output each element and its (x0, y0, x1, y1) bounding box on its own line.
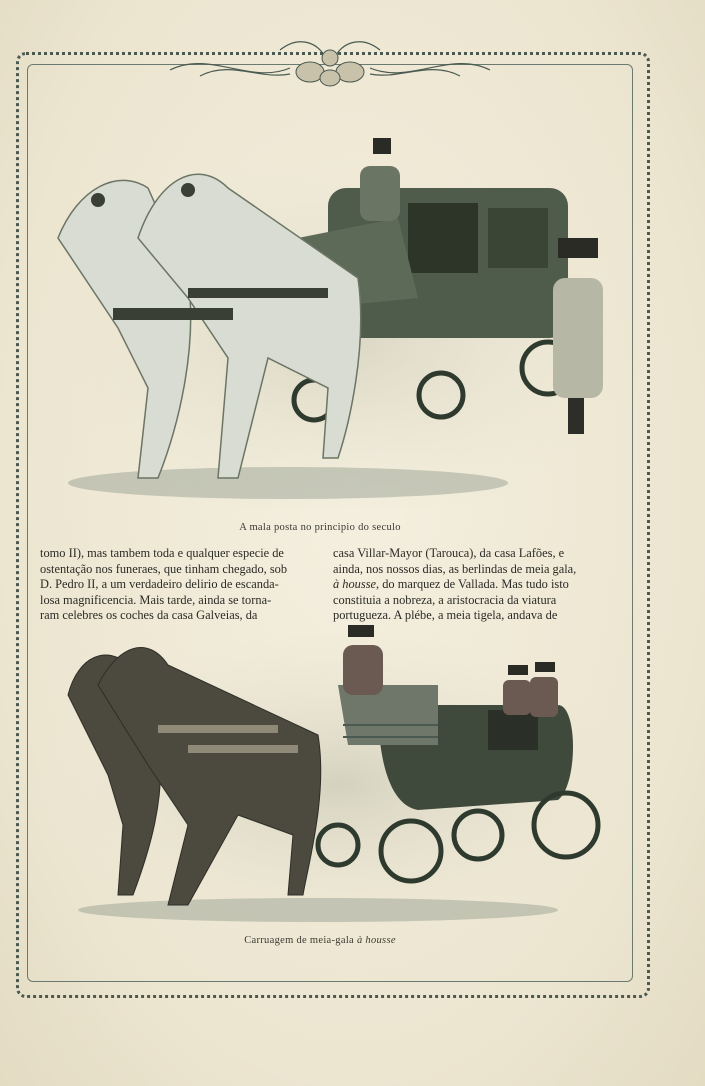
caption-italic: à housse (356, 935, 396, 946)
illustration-mail-coach (38, 128, 618, 508)
text-column-left (40, 546, 314, 624)
floral-ornament-icon (160, 30, 500, 94)
caption-text: Carruagem de meia-gala (244, 935, 354, 946)
text-line: ainda, nos nossos dias, as berlindas de meia gala, (333, 561, 577, 576)
text-line: portugueza. A plébe, a meia tigela, andava de (333, 608, 558, 623)
illustration-caption: A mala posta no principio do seculo (239, 522, 401, 533)
text-line: ram celebres os coches da casa Galveias, da (40, 608, 258, 623)
text-line: constituia a nobreza, a aristocracia da viatura (333, 592, 557, 607)
text-line: ostentação nos funeraes, que tinham chegado, sob (40, 561, 288, 576)
illustration-caption (150, 935, 490, 946)
text-line: casa Villar-Mayor (Tarouca), da casa Lafões, e (333, 546, 565, 560)
text-column-right (333, 546, 611, 624)
text-fragment: , do marquez de Vallada. Mas tudo isto (376, 577, 569, 592)
italic-phrase: à housse (333, 577, 377, 592)
text-line: tomo II), mas tambem toda e qualquer especie de (40, 546, 284, 560)
text-line: D. Pedro II, a um verdadeiro delirio de escanda- (40, 577, 279, 592)
illustration-gala-carriage (38, 625, 618, 925)
text-line: losa magnificencia. Mais tarde, ainda se torna- (40, 592, 272, 607)
text-line-mixed (333, 577, 611, 593)
